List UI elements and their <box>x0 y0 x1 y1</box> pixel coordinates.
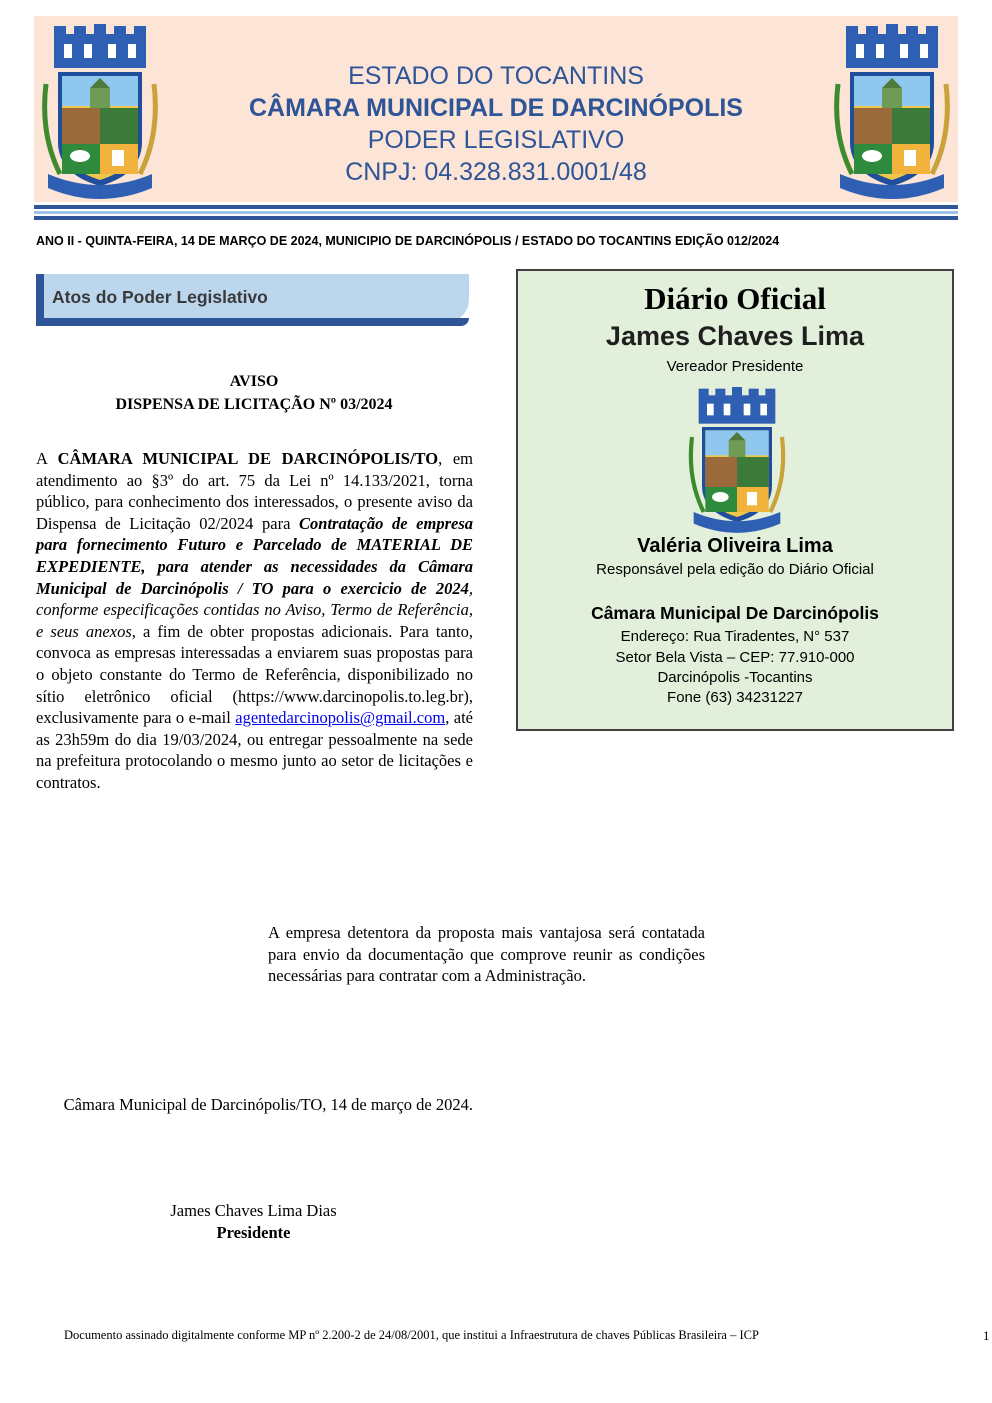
power-name: PODER LEGISLATIVO <box>367 126 625 154</box>
cnpj: CNPJ: 04.328.831.0001/48 <box>345 158 647 186</box>
gazette-info-box <box>516 269 954 731</box>
state-name: ESTADO DO TOCANTINS <box>348 62 644 90</box>
place-date: Câmara Municipal de Darcinópolis/TO, 14 de março de 2024. <box>63 1095 473 1114</box>
gazette-title: Diário Oficial <box>644 281 826 316</box>
district-cep: Setor Bela Vista – CEP: 77.910-000 <box>615 649 855 666</box>
notice-title: AVISO <box>229 373 279 390</box>
address: Endereço: Rua Tiradentes, N° 537 <box>620 628 850 645</box>
header-divider <box>34 211 958 214</box>
section-header <box>36 274 469 328</box>
email-link[interactable]: agentedarcinopolis@gmail.com <box>235 708 446 728</box>
president-name: James Chaves Lima <box>605 321 865 351</box>
page-number: 1 <box>983 1328 990 1343</box>
procurement-object: Contratação de empresa para fornecimento Futuro e Parcelado de MATERIAL DE EXPEDIENTE, para atender as necessidades da Câmara Municipal de Darcinópolis / TO para o exercicio de 2024 <box>36 513 473 598</box>
editor-name: Valéria Oliveira Lima <box>637 535 833 557</box>
organization-name: CÂMARA MUNICIPAL DE DARCINÓPOLIS/TO <box>57 449 439 468</box>
chamber-name: CÂMARA MUNICIPAL DE DARCINÓPOLIS <box>249 94 743 122</box>
notice-subtitle: DISPENSA DE LICITAÇÃO Nº 03/2024 <box>115 396 393 413</box>
section-title: Atos do Poder Legislativo <box>52 287 268 307</box>
city: Darcinópolis -Tocantins <box>657 669 813 686</box>
signature-block <box>36 1200 471 1244</box>
masthead-text <box>34 60 958 188</box>
notice-paragraph: A CÂMARA MUNICIPAL DE DARCINÓPOLIS/TO, em atendimento ao §3º do art. 75 da Lei nº 14.133/2021, torna público, para conhecimento dos interessados, o presente aviso da Dispensa de Licitação 02/2024 para Contratação de empresa para fornecimento Futuro e Parcelado de MATERIAL DE EXPEDIENTE, para atender as necessidades da Câmara Municipal de Darcinópolis / TO para o exercicio de 2024, conforme especificações contidas no Aviso, Termo de Referência, e seus anexos, a fim de obter propostas adicionais. Para tanto, convoca as empresas interessadas a enviarem suas propostas para o objeto constante do Termo de Referência, disponibilizado no sítio eletrônico oficial (https://www.darcinopolis.to.leg.br), exclusivamente para o e-mail agentedarcinopolis@gmail.com, até as 23h59m do dia 19/03/2024, ou entregar pessoalmente na sede na prefeitura protocolando o mesmo junto ao setor de licitações e contratos. <box>36 449 473 792</box>
masthead <box>34 16 958 202</box>
footer-note: Documento assinado digitalmente conforme MP nº 2.200-2 de 24/08/2001, que institui a Infraestrutura de chaves Públicas Brasileira – ICP <box>64 1328 759 1342</box>
edition-line: ANO II - QUINTA-FEIRA, 14 DE MARÇO DE 2024, MUNICIPIO DE DARCINÓPOLIS / ESTADO DO TOCANTINS EDIÇÃO 012/2024 <box>36 234 780 248</box>
municipal-crest-icon <box>676 387 798 537</box>
phone: Fone (63) 34231227 <box>667 689 803 706</box>
header-divider <box>34 216 958 220</box>
municipal-crest-icon <box>832 24 952 204</box>
header-divider <box>34 205 958 209</box>
organization-name: Câmara Municipal De Darcinópolis <box>591 603 879 623</box>
editor-role: Responsável pela edição do Diário Oficial <box>596 561 874 578</box>
president-role: Vereador Presidente <box>666 358 804 375</box>
signer-role: Presidente <box>216 1223 291 1242</box>
notice-paragraph: A empresa detentora da proposta mais vantajosa será contatada para envio da documentação que comprove reunir as condições necessárias para contratar com a Administração. <box>268 923 705 986</box>
signer-name: James Chaves Lima Dias <box>170 1201 337 1220</box>
